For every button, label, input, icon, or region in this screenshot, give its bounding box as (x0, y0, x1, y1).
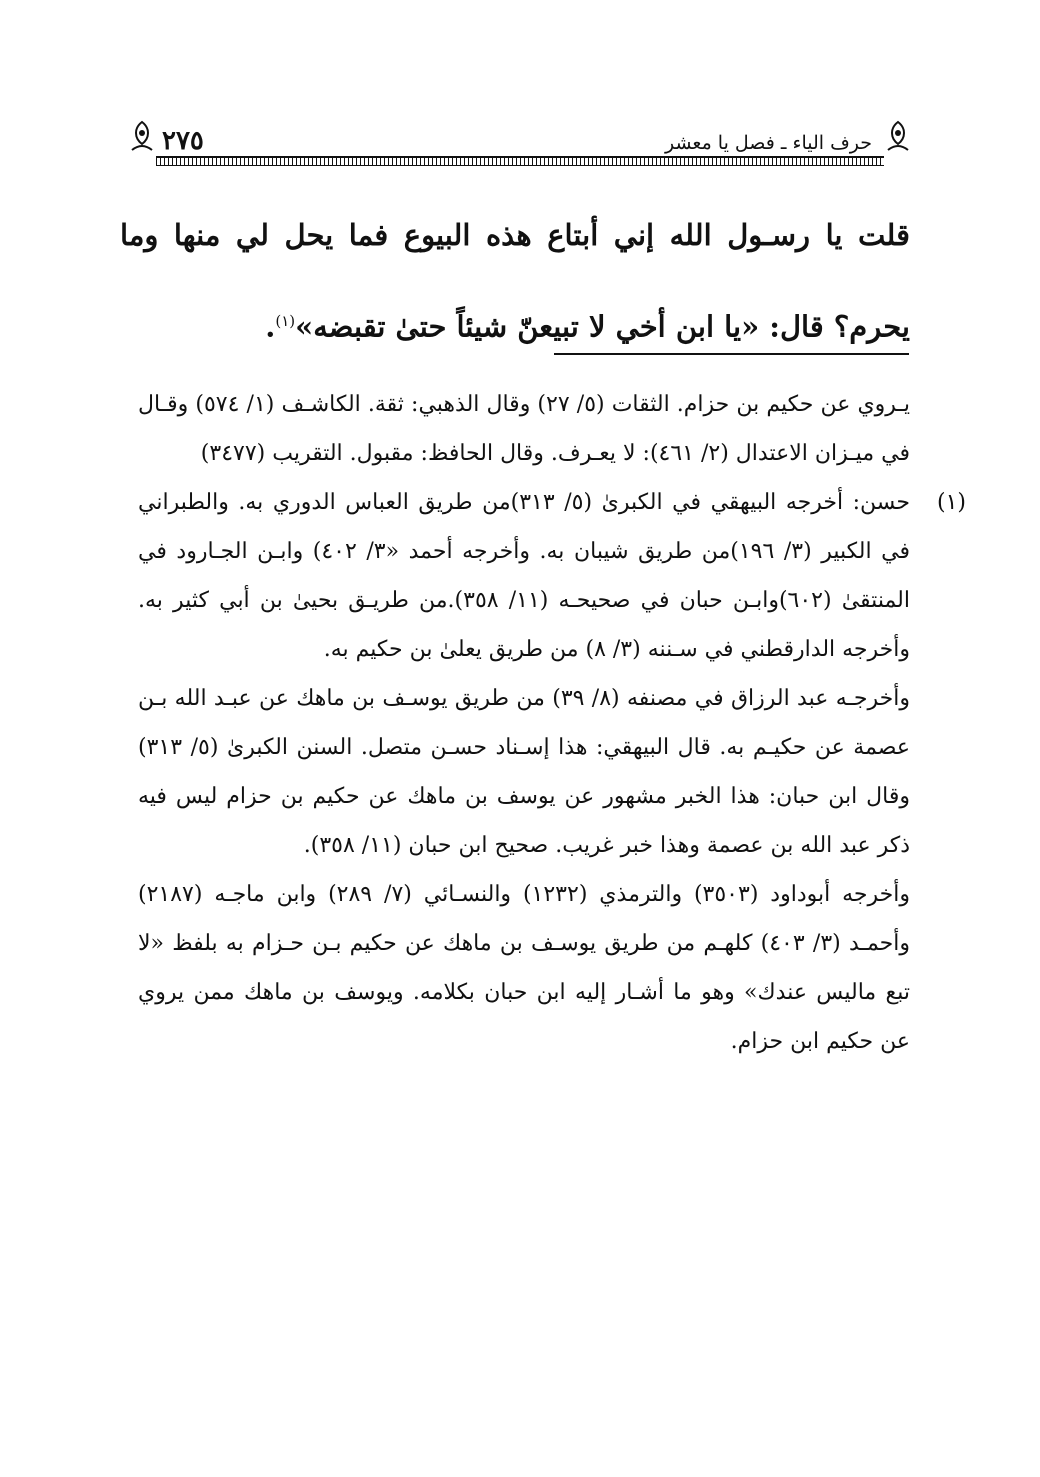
footnote-1 (138, 478, 966, 674)
running-title: حرف الياء ـ فصل يا معشر (664, 132, 872, 154)
main-text-line: ابن أخي لا تبيعنّ شيئاً حتىٰ تقبضه» (295, 309, 715, 344)
footnote-paragraph: وأخرجـه عبد الرزاق في مصنفه (٨/ ٣٩) من طريق يوسـف بن ماهك عن عبـد الله بـن عصمة عن حكيـم به. قال البيهقي: هذا إسـناد حسـن متصل. السنن الكبرىٰ (٥/ ٣١٣) وقال ابن حبان: هذا الخبر مشهور عن يوسف بن ماهك عن حكيم بن حزام ليس فيه ذكر عبد الله بن عصمة وهذا خبر غريب. صحيح ابن حبان (١١/ ٣٥٨). (138, 686, 911, 858)
footnotes (138, 380, 966, 1066)
footnote-continuation: يـروي عن حكيم بن حزام. الثقات (٥/ ٢٧) وقال الذهبي: ثقة. الكاشـف (١/ ٥٧٤) وقـال في ميـزان الاعتدال (٢/ ٤٦١): لا يعـرف. وقال الحافظ: مقبول. التقريب (٣٤٧٧) (138, 392, 911, 466)
footnote-number: (١) (936, 490, 966, 515)
footnote-separator (554, 353, 909, 355)
footnote-text: حسن: أخرجه البيهقي في الكبرىٰ (٥/ ٣١٣)من طريق العباس الدوري به. والطبراني في الكبير (٣/ ١٩٦)من طريق شيبان به. وأخرجه أحمد «٣/ ٤٠٢) وابـن الجـارود في المنتقىٰ (٦٠٢)وابـن حبان في صحيحـه (١١/ ٣٥٨).من طريـق بحيىٰ بن أبي كثير به. وأخرجه الدارقطني في سـننه (٣/ ٨) من طريق يعلىٰ بن حكيم به. (138, 490, 911, 662)
main-text-end: . (265, 309, 276, 344)
page-header (128, 112, 912, 168)
header-rule (156, 156, 884, 166)
main-text (120, 192, 910, 370)
footnote-reference[interactable]: (١) (275, 312, 296, 330)
ornament-icon (884, 120, 912, 154)
ornament-icon (128, 120, 156, 154)
footnote-paragraph: وأخرجه أبوداود (٣٥٠٣) والترمذي (١٢٣٢) والنسـائي (٧/ ٢٨٩) وابن ماجـه (٢١٨٧) وأحمـد (٣/ ٤٠٣) كلهـم من طريق يوسـف بن ماهك عن حكيم بـن حـزام به بلفظ «لا تبع ماليس عندك» وهو ما أشـار إليه ابن حبان بكلامه. ويوسف بن ماهك ممن يروي عن حكيم ابن حزام. (138, 882, 911, 1054)
main-text-line: قلت يا رسـول الله إني أبتاع هذه البيوع فما يحل لي منها وما يحرم؟ قال: «يا (120, 218, 910, 344)
page-number: ٢٧٥ (162, 126, 204, 156)
